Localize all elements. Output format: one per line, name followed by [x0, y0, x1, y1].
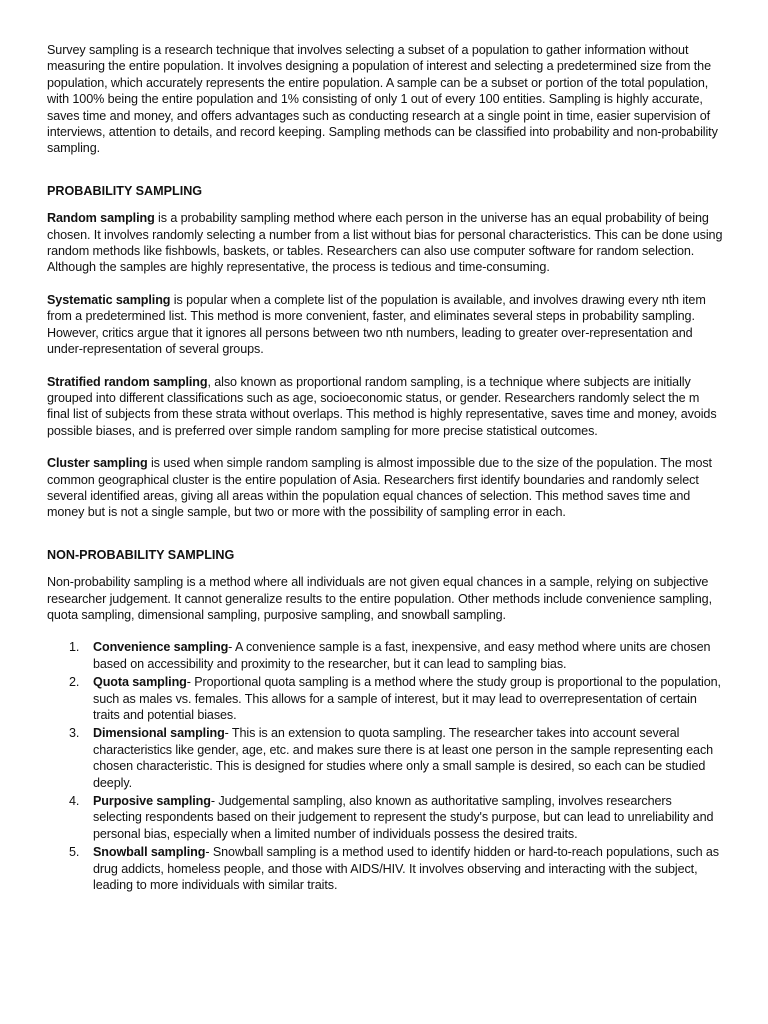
convenience-sampling-text: - A convenience sample is a fast, inexpensive, and easy method where units are chosen based on accessibility and proximity to the researcher, but it can lead to sampling bias. — [93, 640, 711, 671]
cluster-sampling-text: is used when simple random sampling is almost impossible due to the size of the population. The most common geographical cluster is the entire population of Asia. Researchers first identify boundaries and randomly select several identified areas, giving all areas within the population equal chances of selection. This method saves time and money but is not a single sample, but two or more with the possibility of sampling error in each. — [47, 456, 712, 520]
list-number: 4. — [69, 794, 80, 809]
random-sampling-paragraph — [47, 210, 723, 276]
quota-sampling-term: Quota sampling — [93, 675, 187, 690]
purposive-sampling-term: Purposive sampling — [93, 794, 211, 809]
stratified-sampling-text: , also known as proportional random sampling, is a technique where subjects are initially grouped into different classifications such as age, socioeconomic status, or gender. Researchers randomly select the m final list of subjects from these strata without overlaps. This method is highly representative, saves time and money, avoids possible biases, and is preferred over simple random sampling for more precise statistical outcomes. — [47, 374, 717, 438]
list-number: 1. — [69, 640, 80, 655]
systematic-sampling-text: is popular when a complete list of the population is available, and involves drawing every nth item from a predetermined list. This method is more convenient, faster, and eliminates several steps in probability sampling. However, critics argue that it ignores all persons between two nth numbers, leading to greater over-representation and under-representation of several groups. — [47, 292, 706, 357]
non-probability-heading: NON-PROBABILITY SAMPLING — [47, 547, 235, 562]
convenience-sampling-term: Convenience sampling — [93, 640, 229, 655]
list-item — [47, 725, 723, 791]
probability-heading: PROBABILITY SAMPLING — [47, 183, 203, 198]
non-probability-methods-list — [47, 639, 723, 893]
snowball-sampling-term: Snowball sampling — [93, 845, 206, 860]
stratified-sampling-term: Stratified random sampling — [47, 374, 208, 389]
dimensional-sampling-term: Dimensional sampling — [93, 726, 225, 741]
non-probability-intro: Non-probability sampling is a method where all individuals are not given equal chances in a sample, relying on subjective researcher judgement. It cannot generalize results to the entire population. Other methods include convenience sampling, quota sampling, dimensional sampling, purposive sampling, and snowball sampling. — [47, 575, 712, 622]
list-number: 3. — [69, 726, 80, 741]
cluster-sampling-paragraph — [47, 455, 723, 521]
random-sampling-term: Random sampling — [47, 211, 155, 226]
purposive-sampling-text: - Judgemental sampling, also known as authoritative sampling, involves researchers selecting respondents based on their judgement to represent the study's purpose, but can lead to unreliability and personal bias, especially when a limited number of individuals possess the desired traits. — [93, 794, 714, 841]
random-sampling-text: is a probability sampling method where each person in the universe has an equal probability of being chosen. It involves randomly selecting a number from a list without bias for personal characteristics. This can be done using random methods like fishbowls, baskets, or tables. Researchers can also use computer software for random selection. Although the samples are highly representative, the process is tedious and time-consuming. — [47, 211, 723, 275]
intro-paragraph: Survey sampling is a research technique that involves selecting a subset of a population to gather information without measuring the entire population. It involves designing a population of interest and selecting a predetermined size from the population, which accurately represents the entire population. A sample can be a subset or portion of the total population, with 100% being the entire population and 1% consisting of only 1 out of every 100 entities. Sampling is highly accurate, saves time and money, and offers advantages such as conducting research at a single point in time, easier supervision of interviews, attention to details, and record keeping. Sampling methods can be classified into probability and non-probability sampling. — [47, 43, 718, 156]
list-item — [47, 674, 723, 723]
list-item — [47, 844, 723, 893]
list-number: 2. — [69, 675, 80, 690]
list-number: 5. — [69, 845, 80, 860]
document-page — [47, 42, 723, 895]
list-item — [47, 793, 723, 842]
systematic-sampling-paragraph — [47, 292, 723, 358]
stratified-sampling-paragraph — [47, 374, 723, 440]
snowball-sampling-text: - Snowball sampling is a method used to identify hidden or hard-to-reach populations, such as drug addicts, homeless people, and those with AIDS/HIV. It involves observing and interacting with the subject, leading to more individuals with similar traits. — [93, 845, 720, 893]
dimensional-sampling-text: - This is an extension to quota sampling. The researcher takes into account several characteristics like gender, age, etc. and makes sure there is at least one person in the sample representing each chosen characteristic. This is designed for studies where only a small sample is desired, so each can be studied deeply. — [93, 726, 714, 790]
quota-sampling-text: - Proportional quota sampling is a method where the study group is proportional to the population, such as males vs. females. This allows for a sample of interest, but it may lead to overrepresentation of certain traits and potential biases. — [93, 675, 721, 722]
cluster-sampling-term: Cluster sampling — [47, 456, 148, 471]
systematic-sampling-term: Systematic sampling — [47, 292, 171, 307]
list-item — [47, 639, 723, 672]
